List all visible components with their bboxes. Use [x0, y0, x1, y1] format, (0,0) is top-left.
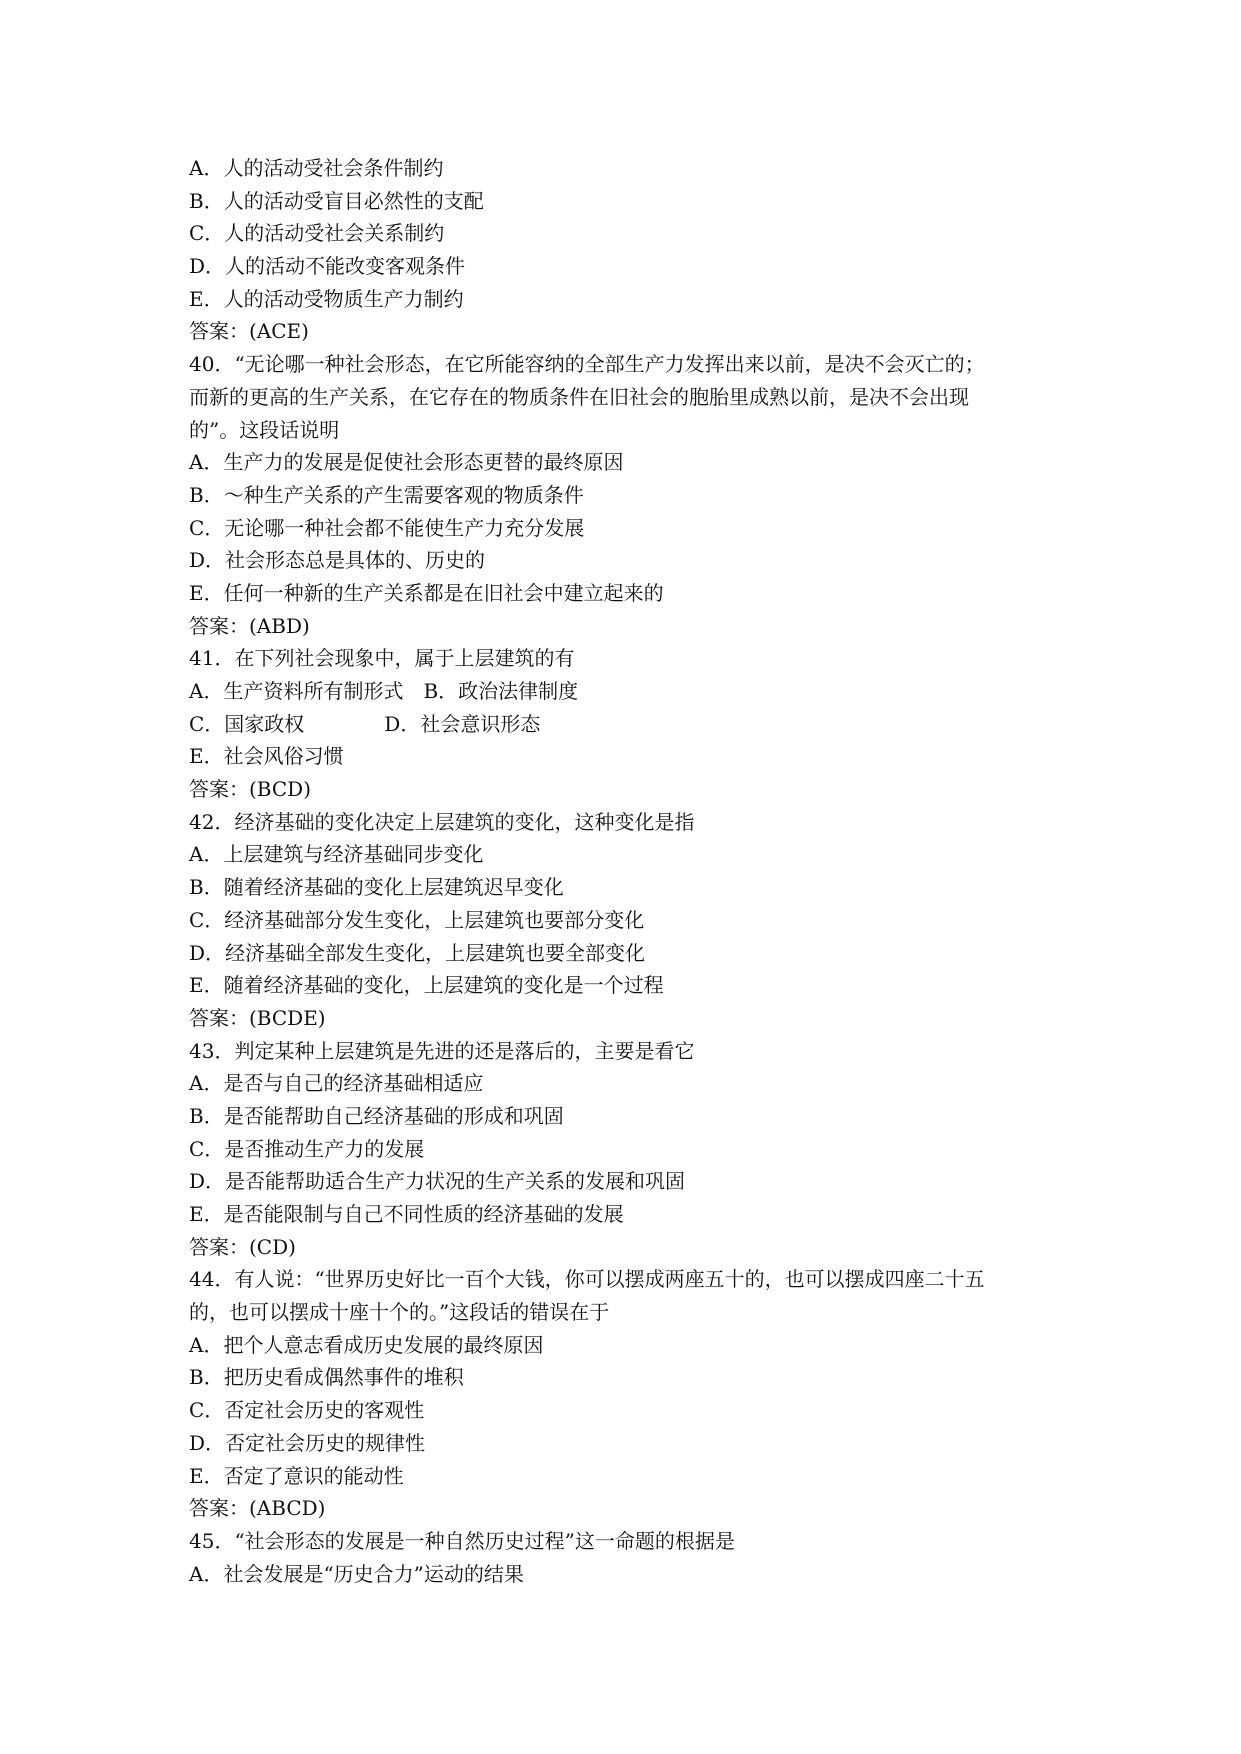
- answer-line: 答案：(CD): [189, 1234, 296, 1259]
- text-line: C．人的活动受社会关系制约: [189, 221, 445, 246]
- text-line: B．是否能帮助自己经济基础的形成和巩固: [189, 1103, 564, 1128]
- answer-line: 答案：(ABD): [189, 613, 310, 638]
- text-line: D．经济基础全部发生变化，上层建筑也要全部变化: [189, 940, 646, 965]
- text-line: B．把历史看成偶然事件的堆积: [189, 1365, 464, 1390]
- text-line: C．无论哪一种社会都不能使生产力充分发展: [189, 515, 585, 540]
- question-line: 而新的更高的生产关系，在它存在的物质条件在旧社会的胞胎里成熟以前，是决不会出现: [189, 384, 969, 409]
- text-line: B．人的活动受盲目必然性的支配: [189, 188, 484, 213]
- text-line: E．社会风俗习惯: [189, 744, 344, 769]
- text-line: D．是否能帮助适合生产力状况的生产关系的发展和巩固: [189, 1169, 686, 1194]
- question-line: 41．在下列社会现象中，属于上层建筑的有: [189, 646, 575, 671]
- text-line: B．～种生产关系的产生需要客观的物质条件: [189, 482, 584, 507]
- text-line: E．是否能限制与自己不同性质的经济基础的发展: [189, 1202, 624, 1226]
- text-line: A．生产资料所有制形式 B．政治法律制度: [189, 679, 579, 703]
- text-line: A．是否与自己的经济基础相适应: [189, 1071, 484, 1096]
- question-line: 的”。这段话说明: [189, 417, 340, 442]
- question-line: 44．有人说：“世界历史好比一百个大钱，你可以摆成两座五十的，也可以摆成四座二十五: [189, 1267, 985, 1292]
- text-line: C．否定社会历史的客观性: [189, 1398, 425, 1423]
- text-line: D．人的活动不能改变客观条件: [189, 254, 466, 279]
- text-line: A．把个人意志看成历史发展的最终原因: [189, 1332, 544, 1357]
- question-line: 40．“无论哪一种社会形态，在它所能容纳的全部生产力发挥出来以前，是决不会灭亡的；: [189, 352, 985, 377]
- text-line: A．上层建筑与经济基础同步变化: [189, 842, 484, 867]
- text-line: A．社会发展是“历史合力”运动的结果: [189, 1561, 524, 1586]
- text-line: A．生产力的发展是促使社会形态更替的最终原因: [189, 450, 624, 475]
- answer-line: 答案：(BCD): [189, 777, 312, 802]
- text-line: C．是否推动生产力的发展: [189, 1136, 425, 1161]
- text-line: E．否定了意识的能动性: [189, 1463, 404, 1488]
- question-line: 的，也可以摆成十座十个的。”这段话的错误在于: [189, 1300, 610, 1325]
- text-line: D．否定社会历史的规律性: [189, 1430, 426, 1455]
- question-line: 42．经济基础的变化决定上层建筑的变化，这种变化是指: [189, 809, 695, 834]
- answer-line: 答案：(ABCD): [189, 1496, 326, 1521]
- text-line: E．任何一种新的生产关系都是在旧社会中建立起来的: [189, 580, 664, 605]
- text-line: C．国家政权 D．社会意识形态: [189, 711, 541, 736]
- text-line: A．人的活动受社会条件制约: [189, 156, 444, 180]
- question-line: 43．判定某种上层建筑是先进的还是落后的，主要是看它: [189, 1038, 695, 1063]
- text-line: B．随着经济基础的变化上层建筑迟早变化: [189, 875, 564, 900]
- text-line: E．随着经济基础的变化，上层建筑的变化是一个过程: [189, 973, 664, 998]
- text-line: D．社会形态总是具体的、历史的: [189, 548, 486, 573]
- text-line: E．人的活动受物质生产力制约: [189, 286, 464, 311]
- text-line: C．经济基础部分发生变化，上层建筑也要部分变化: [189, 907, 645, 932]
- question-line: 45．“社会形态的发展是一种自然历史过程”这一命题的根据是: [189, 1528, 735, 1553]
- document-page: [189, 152, 1069, 1590]
- answer-line: 答案：(BCDE): [189, 1005, 326, 1030]
- answer-line: 答案：(ACE): [189, 319, 309, 344]
